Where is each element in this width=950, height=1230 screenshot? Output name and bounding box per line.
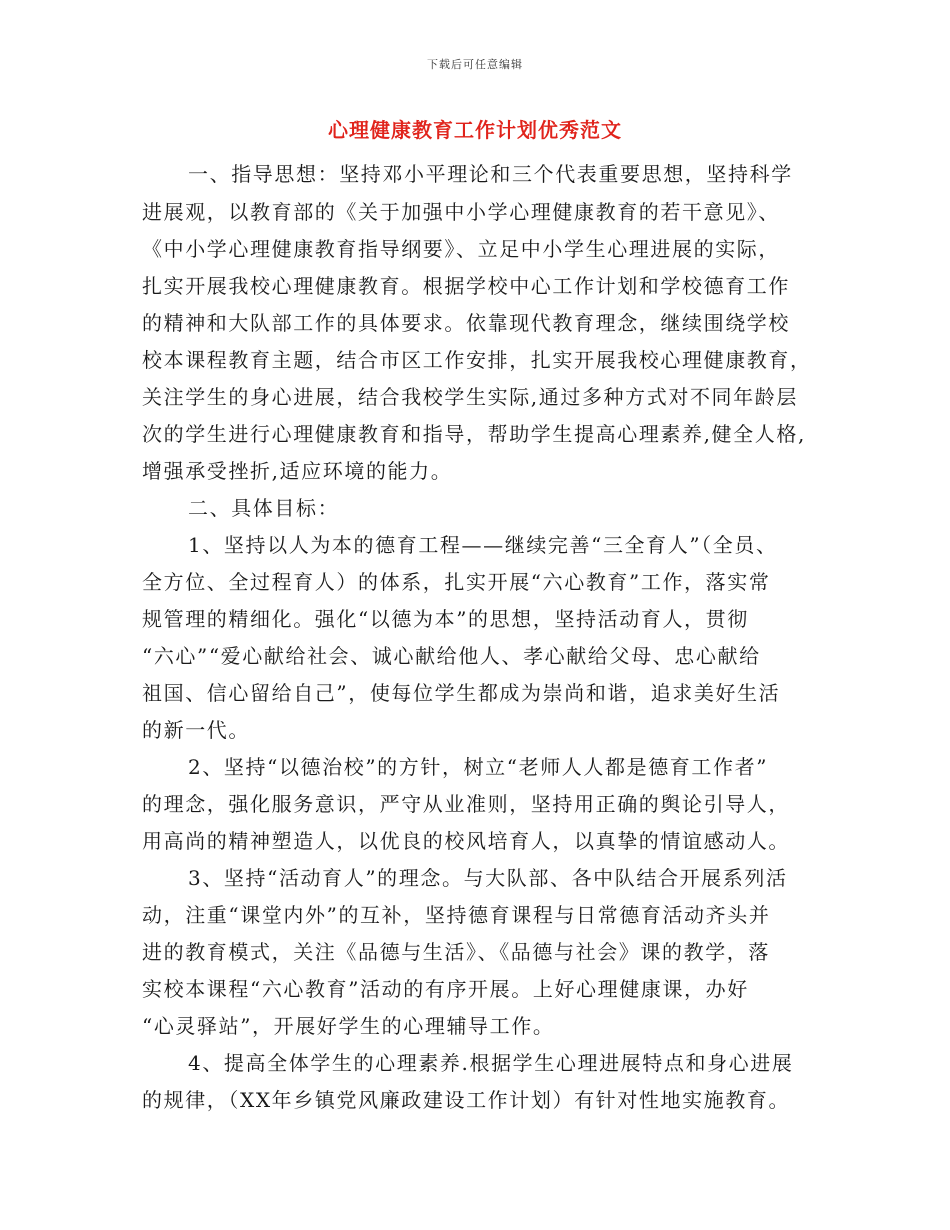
text-line: 关注学生的身心进展，结合我校学生实际,通过多种方式对不同年龄层: [142, 385, 798, 409]
text-line: 扎实开展我校心理健康教育。根据学校中心工作计划和学校德育工作: [142, 274, 790, 298]
text-line: 的新一代。: [142, 718, 250, 742]
text-line: 一、指导思想：坚持邓小平理论和三个代表重要思想，坚持科学: [188, 162, 793, 186]
text-line: 增强承受挫折,适应环境的能力。: [142, 459, 453, 483]
text-line: 进展观，以教育部的《关于加强中小学心理健康教育的若干意见》、: [142, 200, 780, 224]
text-line: 全方位、全过程育人）的体系，扎实开展“六心教育”工作，落实常: [142, 570, 771, 594]
text-line: 3、坚持“活动育人”的理念。与大队部、各中队结合开展系列活: [188, 866, 788, 890]
text-line: 规管理的精细化。强化“以德为本”的思想，坚持活动育人，贯彻: [142, 607, 749, 631]
text-line: “心灵驿站”，开展好学生的心理辅导工作。: [142, 1014, 555, 1038]
text-line: 动，注重“课堂内外”的互补，坚持德育课程与日常德育活动齐头并: [142, 903, 771, 927]
text-line: 1、坚持以人为本的德育工程——继续完善“三全育人”（全员、: [188, 533, 778, 557]
text-line: 进的教育模式，关注《品德与生活》、《品德与社会》课的教学，落: [142, 940, 770, 964]
text-line: 4、提高全体学生的心理素养.根据学生心理进展特点和身心进展: [188, 1051, 794, 1075]
text-line: 的规律，（XX年乡镇党风廉政建设工作计划）有针对性地实施教育。: [142, 1088, 791, 1112]
document-title: 心理健康教育工作计划优秀范文: [328, 118, 622, 142]
text-line: 的理念，强化服务意识，严守从业准则，坚持用正确的舆论引导人，: [142, 792, 790, 816]
text-line: 2、坚持“以德治校”的方针，树立“老师人人都是德育工作者”: [188, 755, 769, 779]
text-line: 校本课程教育主题，结合市区工作安排，扎实开展我校心理健康教育，: [142, 348, 812, 372]
text-line: “六心”“爱心献给社会、诚心献给他人、孝心献给父母、忠心献给: [142, 644, 761, 668]
text-line: 用高尚的精神塑造人，以优良的校风培育人，以真挚的情谊感动人。: [142, 829, 790, 853]
header-note: 下载后可任意编辑: [427, 58, 523, 71]
text-line: 《中小学心理健康教育指导纲要》、立足中小学生心理进展的实际，: [142, 237, 780, 261]
text-line: 实校本课程“六心教育”活动的有序开展。上好心理健康课，办好: [142, 977, 749, 1001]
text-line: 次的学生进行心理健康教育和指导，帮助学生提高心理素养,健全人格,: [142, 422, 806, 446]
text-line: 的精神和大队部工作的具体要求。依靠现代教育理念，继续围绕学校: [142, 311, 790, 335]
text-line: 祖国、信心留给自己”，使每位学生都成为崇尚和谐，追求美好生活: [142, 681, 781, 705]
section-heading: 二、具体目标：: [188, 496, 340, 520]
